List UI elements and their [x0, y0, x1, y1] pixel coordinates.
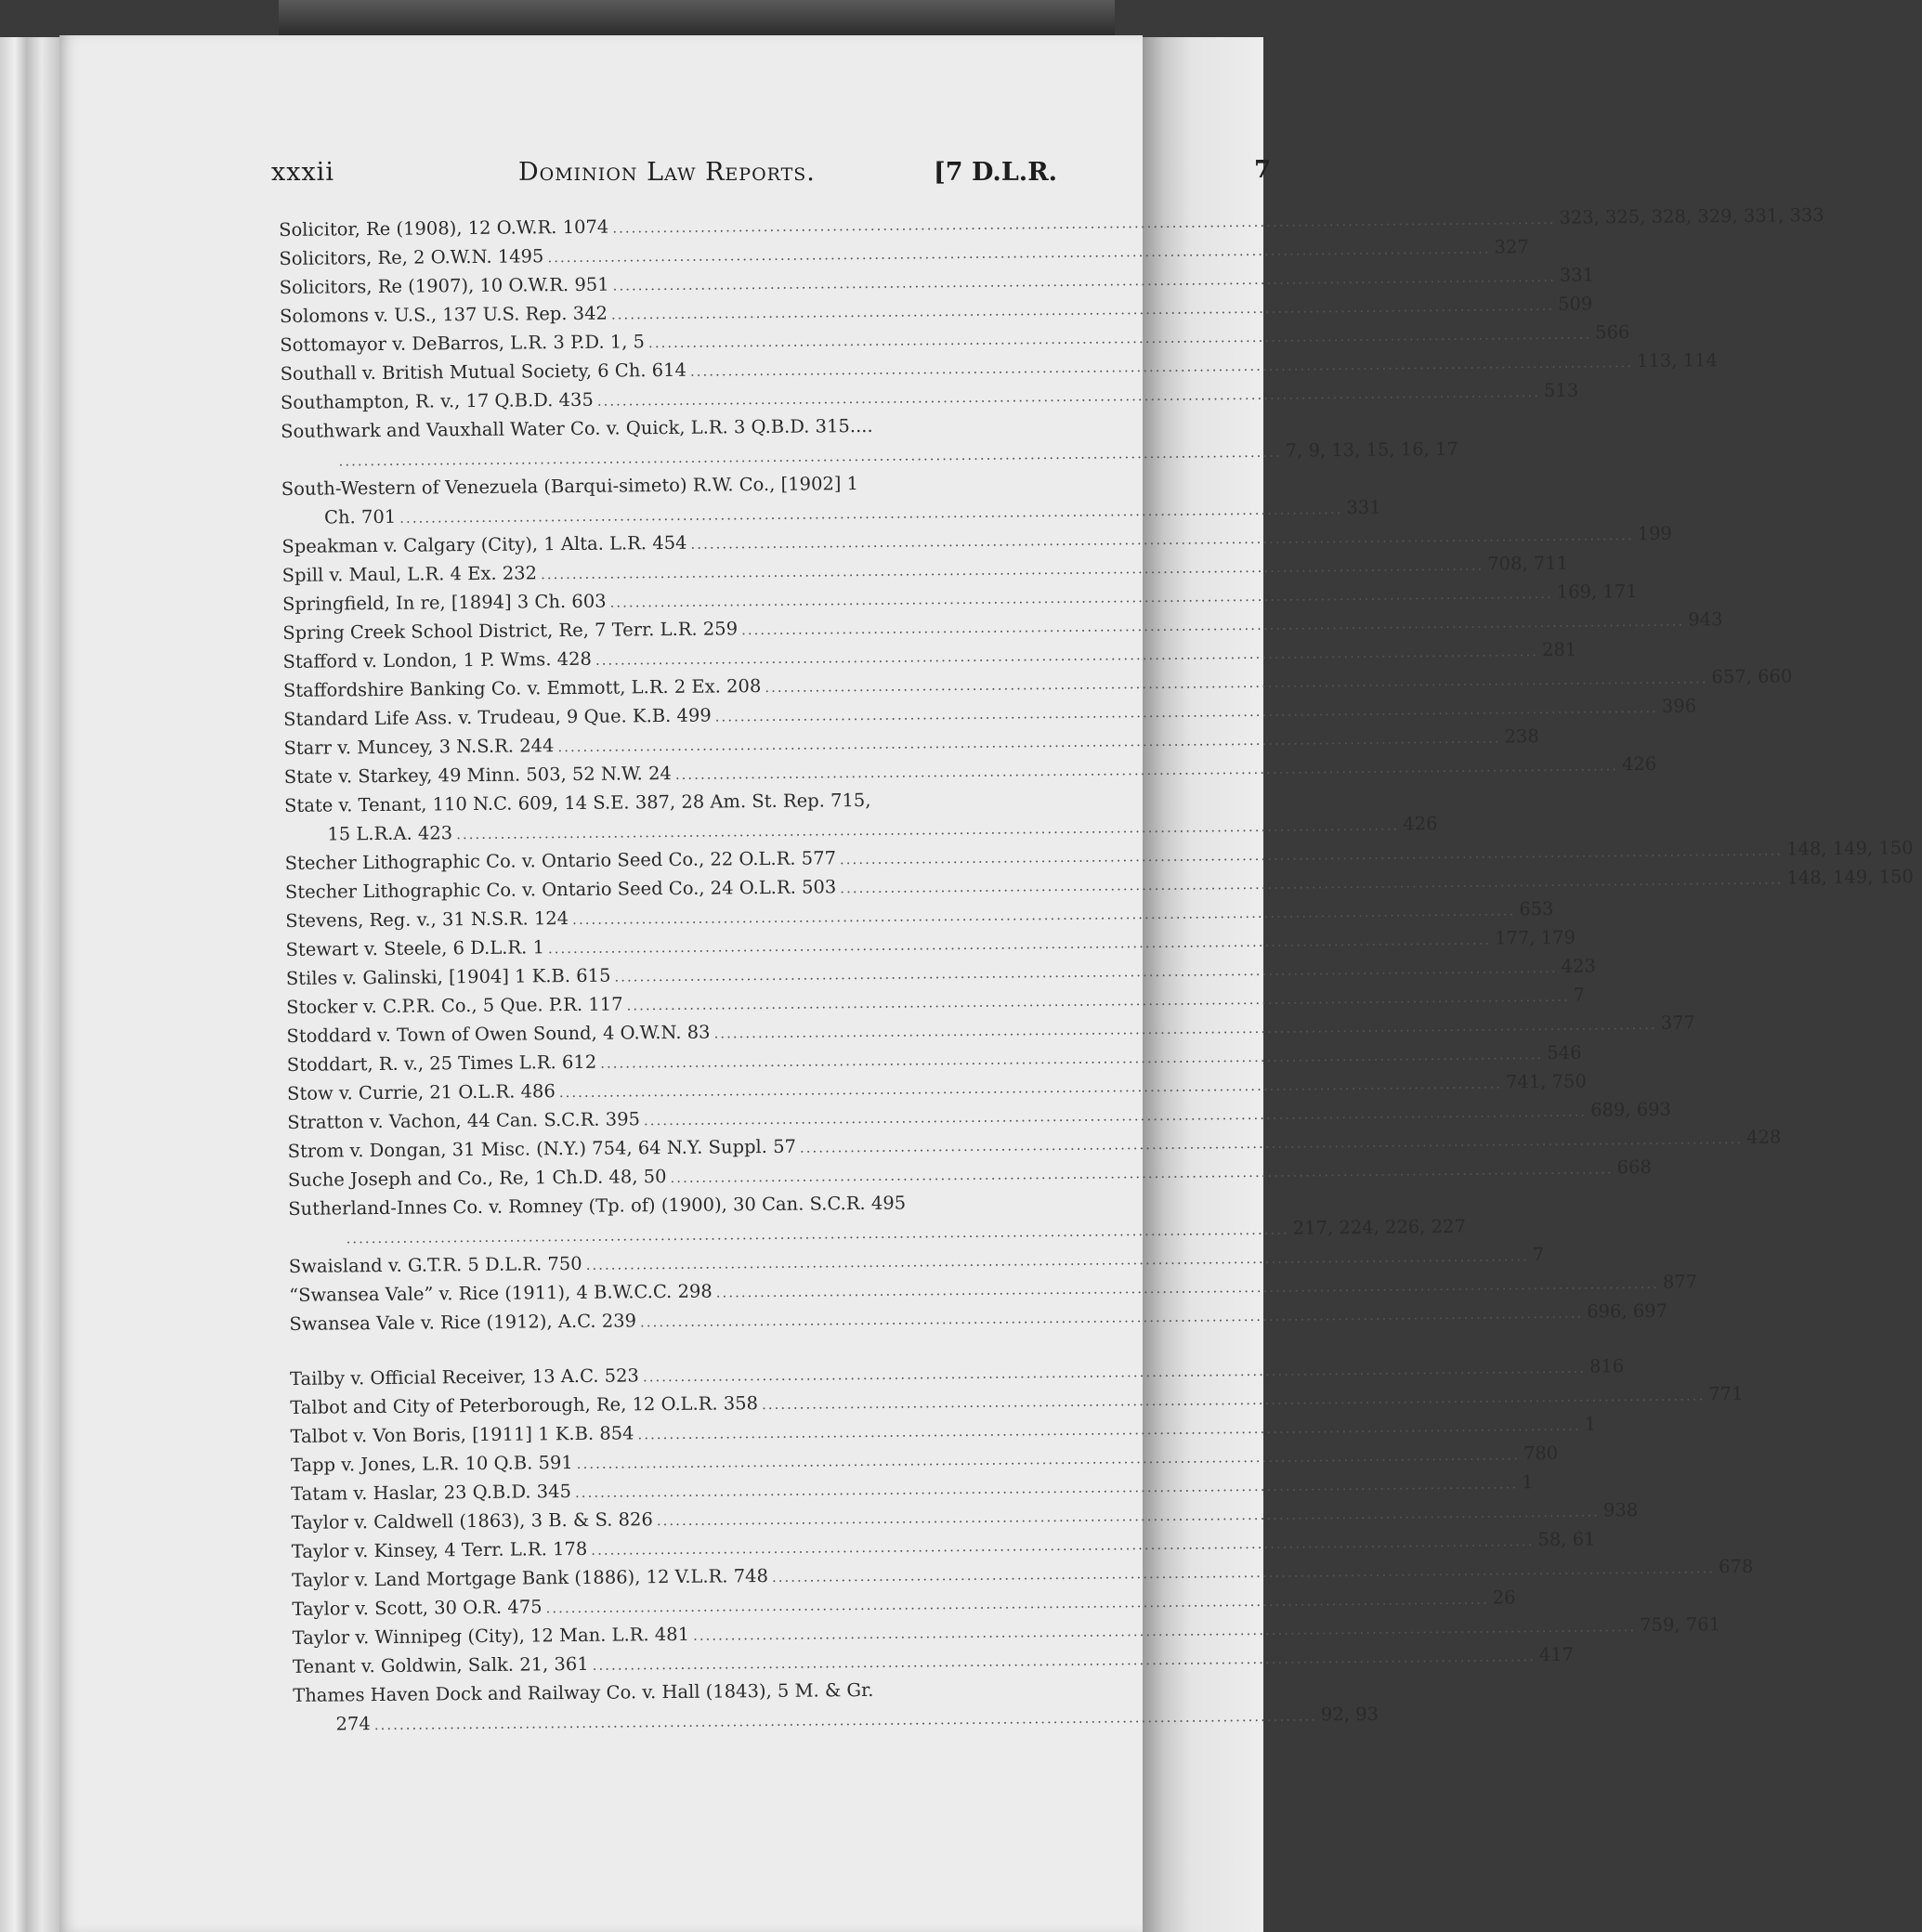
dot-leader: ...................................................................................................................................................... — [547, 931, 1492, 958]
dot-leader: ...................................................................................................................................................... — [557, 729, 1501, 756]
page-references: 331 — [1559, 264, 1595, 286]
case-citation: Tailby v. Official Receiver, 13 A.C. 523 — [289, 1364, 639, 1390]
case-citation: Sutherland-Innes Co. v. Romney (Tp. of) (1900), 30 Can. S.C.R. 495 — [288, 1192, 907, 1220]
table-of-cases — [279, 204, 1914, 1739]
case-citation: Tatam v. Haslar, 23 Q.B.D. 345 — [291, 1481, 572, 1505]
dot-leader: ...................................................................................................................................................... — [626, 987, 1570, 1014]
dot-leader: ...................................................................................................................................................... — [670, 1160, 1614, 1187]
case-citation: Southampton, R. v., 17 Q.B.D. 435 — [280, 388, 594, 413]
dot-leader: ...................................................................................................................................................... — [346, 1221, 1289, 1247]
page-references: 426 — [1621, 752, 1657, 776]
case-citation: Sottomayor v. DeBarros, L.R. 3 P.D. 1, 5 — [280, 331, 646, 356]
page-references: 513 — [1543, 379, 1579, 401]
page-references: 877 — [1662, 1271, 1698, 1293]
page-references: 7 — [1573, 984, 1586, 1006]
case-citation: Solicitors, Re, 2 O.W.N. 1495 — [279, 245, 544, 269]
page-references: 771 — [1708, 1382, 1744, 1405]
case-citation: Stevens, Reg. v., 31 N.S.R. 124 — [285, 907, 569, 932]
case-citation: Stoddard v. Town of Owen Sound, 4 O.W.N. 83 — [286, 1021, 711, 1047]
case-citation: Talbot and City of Peterborough, Re, 12 O.L.R. 358 — [290, 1392, 759, 1418]
dot-leader: ...................................................................................................................................................... — [642, 1359, 1587, 1386]
case-citation: Stow v. Currie, 21 O.L.R. 486 — [286, 1080, 556, 1104]
page-references: 426 — [1403, 813, 1438, 835]
page-references: 566 — [1595, 321, 1630, 344]
page-references: 26 — [1492, 1586, 1516, 1609]
dot-leader: ...................................................................................................................................................... — [592, 1648, 1536, 1674]
dot-leader: ...................................................................................................................................................... — [771, 1560, 1716, 1586]
page-references: 199 — [1637, 522, 1672, 544]
case-citation: Tapp v. Jones, L.R. 10 Q.B. 591 — [290, 1452, 573, 1476]
case-list-t — [289, 1355, 1754, 1739]
page-references: 759, 761 — [1640, 1613, 1721, 1637]
page-references: 708, 711 — [1487, 552, 1569, 575]
dot-leader: ...................................................................................................................................................... — [614, 959, 1558, 986]
case-citation: Southwark and Vauxhall Water Co. v. Quick, L.R. 3 Q.B.D. 315.... — [281, 414, 873, 442]
page-references: 696, 697 — [1587, 1299, 1668, 1323]
dot-leader: ...................................................................................................................................................... — [765, 670, 1708, 696]
page-references: 281 — [1541, 638, 1577, 660]
case-citation: Tenant v. Goldwin, Salk. 21, 361 — [292, 1652, 589, 1677]
volume-reference: [7 D.L.R. — [934, 158, 1058, 187]
page-references: 938 — [1602, 1499, 1639, 1521]
page-references: 428 — [1746, 1126, 1782, 1148]
dot-leader: ...................................................................................................................................................... — [674, 757, 1619, 783]
case-citation: State v. Tenant, 110 N.C. 609, 14 S.E. 387, 28 Am. St. Rep. 715, — [283, 789, 871, 816]
dot-leader: ...................................................................................................................................................... — [540, 556, 1484, 583]
dot-leader: ...................................................................................................................................................... — [690, 527, 1634, 553]
page-references: 423 — [1561, 955, 1596, 977]
case-citation-continued: 15 L.R.A. 423 — [327, 822, 453, 845]
page-references: 238 — [1504, 725, 1539, 748]
dot-leader: ...................................................................................................................................................... — [639, 1304, 1584, 1331]
page-references: 657, 660 — [1711, 665, 1793, 688]
page-references: 7 — [1532, 1243, 1545, 1266]
dot-leader: ...................................................................................................................................................... — [714, 698, 1658, 725]
dot-leader: ...................................................................................................................................................... — [643, 1103, 1588, 1129]
dot-leader: ...................................................................................................................................................... — [576, 1446, 1521, 1472]
dot-leader: ...................................................................................................................................................... — [839, 842, 1784, 868]
dot-leader: ...................................................................................................................................................... — [656, 1503, 1601, 1530]
case-citation: Taylor v. Kinsey, 4 Terr. L.R. 178 — [291, 1537, 588, 1562]
page-references: 689, 693 — [1590, 1098, 1672, 1121]
dot-leader: ...................................................................................................................................................... — [591, 1533, 1535, 1559]
case-citation: Standard Life Ass. v. Trudeau, 9 Que. K.B. 499 — [283, 704, 712, 730]
dot-leader: ...................................................................................................................................................... — [740, 612, 1685, 639]
dot-leader: ...................................................................................................................................................... — [558, 1075, 1503, 1102]
page-references: 331 — [1346, 496, 1381, 518]
page-references: 1 — [1584, 1413, 1597, 1435]
case-citation: Stocker v. C.P.R. Co., 5 Que. P.R. 117 — [286, 993, 623, 1018]
case-citation: South-Western of Venezuela (Barqui-simeto) R.W. Co., [1902] 1 — [281, 473, 859, 500]
case-citation: Stewart v. Steele, 6 D.L.R. 1 — [285, 936, 545, 960]
case-citation: Staffordshire Banking Co. v. Emmott, L.R. 2 Ex. 208 — [282, 675, 762, 701]
case-citation: Spill v. Maul, L.R. 4 Ex. 232 — [281, 562, 538, 586]
case-citation: Southall v. British Mutual Society, 6 Ch. 614 — [280, 359, 687, 385]
case-citation: Speakman v. Calgary (City), 1 Alta. L.R. 454 — [281, 531, 687, 557]
case-citation: Swansea Vale v. Rice (1912), A.C. 239 — [289, 1310, 637, 1335]
dot-leader: ...................................................................................................................................................... — [574, 1475, 1519, 1502]
page-references: 396 — [1661, 695, 1697, 717]
book-spine-edge — [0, 37, 59, 1932]
page-references: 668 — [1616, 1155, 1652, 1179]
case-citation: Swaisland v. G.T.R. 5 D.L.R. 750 — [288, 1252, 582, 1277]
dot-leader: ...................................................................................................................................................... — [612, 268, 1556, 294]
dot-leader: ...................................................................................................................................................... — [456, 816, 1400, 843]
page-references: 327 — [1494, 236, 1529, 258]
case-list-s — [279, 204, 1914, 1338]
page-references: 148, 149, 150 — [1786, 866, 1914, 889]
dot-leader: ...................................................................................................................................................... — [547, 240, 1491, 267]
dot-leader: ...................................................................................................................................................... — [799, 1129, 1744, 1156]
scanner-background-top — [279, 0, 1115, 35]
case-citation: State v. Starkey, 49 Minn. 503, 52 N.W. 24 — [283, 762, 672, 788]
dot-leader: ...................................................................................................................................................... — [609, 584, 1553, 611]
case-citation: Talbot v. Von Boris, [1911] 1 K.B. 854 — [290, 1422, 634, 1447]
dot-leader: ...................................................................................................................................................... — [612, 210, 1556, 237]
page-references: 177, 179 — [1494, 926, 1576, 949]
case-citation: Stecher Lithographic Co. v. Ontario Seed Co., 22 O.L.R. 577 — [284, 847, 837, 874]
dot-leader: ...................................................................................................................................................... — [692, 1618, 1637, 1644]
page-references: 943 — [1688, 608, 1723, 631]
case-citation: Taylor v. Land Mortgage Bank (1886), 12 V.L.R. 748 — [291, 1565, 769, 1591]
case-citation-continued: Ch. 701 — [324, 505, 397, 529]
page-references: 217, 224, 226, 227 — [1292, 1215, 1466, 1239]
case-citation: Thames Haven Dock and Railway Co. v. Hall (1843), 5 M. & Gr. — [293, 1678, 874, 1706]
page-references: 1 — [1522, 1471, 1534, 1494]
case-citation: Taylor v. Scott, 30 O.R. 475 — [292, 1596, 543, 1620]
page-references: 58, 61 — [1537, 1528, 1596, 1551]
running-title: Dominion Law Reports. — [518, 158, 816, 187]
page-references: 148, 149, 150 — [1786, 837, 1914, 860]
page-references: 377 — [1660, 1012, 1696, 1034]
case-citation: Stafford v. London, 1 P. Wms. 428 — [282, 647, 592, 672]
dot-leader: ...................................................................................................................................................... — [715, 1274, 1660, 1301]
case-citation: Suche Joseph and Co., Re, 1 Ch.D. 48, 50 — [287, 1166, 667, 1191]
page-references: 417 — [1538, 1643, 1575, 1666]
dot-leader: ...................................................................................................................................................... — [572, 902, 1516, 928]
dot-leader: ...................................................................................................................................................... — [761, 1387, 1706, 1414]
case-citation: “Swansea Vale” v. Rice (1911), 4 B.W.C.C. 298 — [289, 1280, 713, 1306]
case-citation: Solicitors, Re (1907), 10 O.W.R. 951 — [279, 273, 609, 298]
page-references: 169, 171 — [1556, 580, 1638, 603]
case-citation: Strom v. Dongan, 31 Misc. (N.Y.) 754, 64 N.Y. Suppl. 57 — [287, 1135, 797, 1162]
case-citation: Spring Creek School District, Re, 7 Terr. L.R. 259 — [282, 618, 739, 644]
dot-leader: ...................................................................................................................................................... — [689, 354, 1634, 380]
dot-leader: ...................................................................................................................................................... — [596, 383, 1541, 410]
dot-leader: ...................................................................................................................................................... — [399, 501, 1343, 527]
page-references: 678 — [1718, 1555, 1754, 1578]
dot-leader: ...................................................................................................................................................... — [637, 1416, 1581, 1443]
page-references: 92, 93 — [1320, 1703, 1379, 1726]
dot-leader: ...................................................................................................................................................... — [585, 1247, 1529, 1273]
page-references: 7, 9, 13, 15, 16, 17 — [1285, 437, 1458, 462]
page-references: 653 — [1519, 897, 1554, 920]
case-citation: Solomons v. U.S., 137 U.S. Rep. 342 — [279, 302, 608, 327]
dot-leader: ...................................................................................................................................................... — [338, 443, 1282, 470]
case-citation: Starr v. Muncey, 3 N.S.R. 244 — [283, 735, 555, 759]
dot-leader: ...................................................................................................................................................... — [840, 870, 1784, 897]
dot-leader: ...................................................................................................................................................... — [600, 1045, 1544, 1072]
case-citation: Stoddart, R. v., 25 Times L.R. 612 — [286, 1051, 597, 1076]
case-citation: Stecher Lithographic Co. v. Ontario Seed Co., 24 O.L.R. 503 — [284, 876, 837, 903]
page-references: 113, 114 — [1636, 349, 1719, 372]
dot-leader: ...................................................................................................................................................... — [647, 325, 1592, 352]
case-citation: Stiles v. Galinski, [1904] 1 K.B. 615 — [285, 964, 611, 989]
case-citation: Solicitor, Re (1908), 12 O.W.R. 1074 — [279, 215, 609, 241]
facing-page-text-fragment: 7 — [1254, 156, 1272, 184]
case-citation: Springfield, In re, [1894] 3 Ch. 603 — [281, 590, 607, 615]
case-citation: Taylor v. Caldwell (1863), 3 B. & S. 826 — [291, 1508, 653, 1534]
dot-leader: ...................................................................................................................................................... — [713, 1015, 1657, 1042]
dot-leader: ...................................................................................................................................................... — [545, 1590, 1489, 1617]
dot-leader: ...................................................................................................................................................... — [373, 1707, 1318, 1734]
case-citation: Stratton v. Vachon, 44 Can. S.C.R. 395 — [287, 1108, 641, 1133]
page-references: 741, 750 — [1505, 1070, 1587, 1093]
dot-leader: ...................................................................................................................................................... — [595, 643, 1539, 669]
page-references: 509 — [1558, 293, 1593, 315]
case-citation: Taylor v. Winnipeg (City), 12 Man. L.R. 481 — [292, 1623, 690, 1649]
case-citation-continued: 274 — [335, 1713, 371, 1735]
page-references: 780 — [1523, 1442, 1559, 1465]
page-references: 816 — [1589, 1355, 1625, 1377]
dot-leader: ...................................................................................................................................................... — [610, 296, 1555, 323]
page-references: 323, 325, 328, 329, 331, 333 — [1559, 204, 1824, 228]
page-number: xxxii — [271, 158, 334, 187]
page-references: 546 — [1547, 1041, 1582, 1064]
